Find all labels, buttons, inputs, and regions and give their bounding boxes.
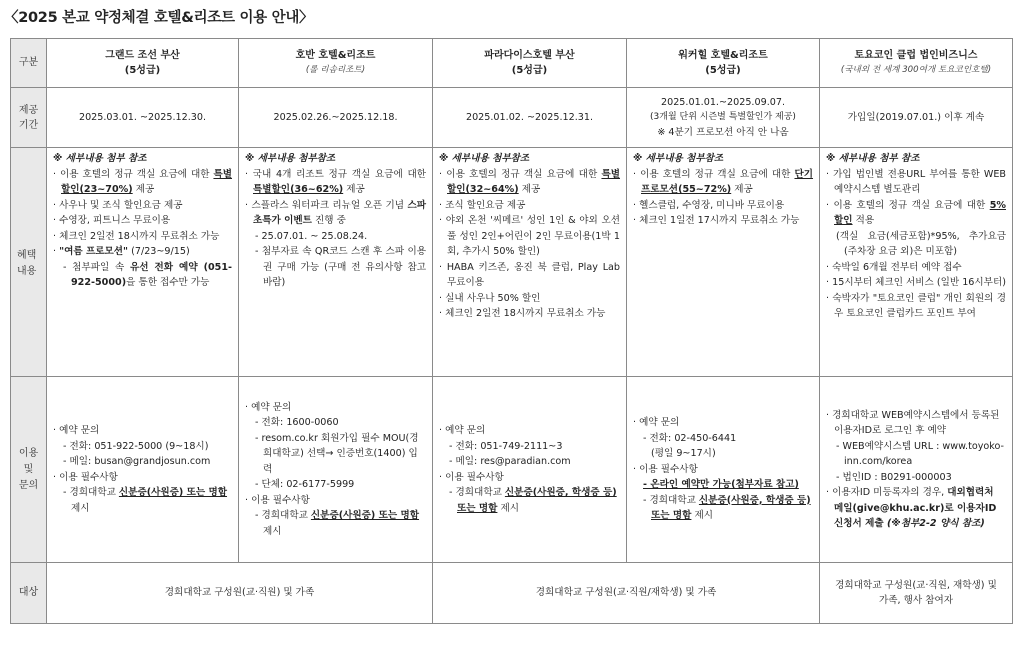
benefit-cell — [47, 148, 239, 377]
list-item: - 경희대학교 신분증(사원증, 학생증 등) 또는 명함 제시 — [449, 487, 617, 514]
contact-row — [11, 377, 1013, 563]
note: ※ 세부내용 첨부참조 — [439, 153, 530, 164]
target-cell: 경희대학교 구성원(교·직원) 및 가족 — [47, 563, 433, 624]
benefit-row — [11, 148, 1013, 377]
list-item: - 첨부파일 속 유선 전화 예약 (051-922-5000)을 통한 접수만 가능 — [63, 261, 232, 288]
list-item: · 이용 필수사항 — [439, 471, 504, 483]
col-label: 구분 — [11, 39, 47, 88]
list-item: · 이용 필수사항 — [53, 471, 118, 483]
list-item: · 이용 호텔의 정규 객실 요금에 대한 특별할인(23~70%) 제공 — [53, 168, 232, 195]
contact-cell — [433, 377, 627, 563]
hotel-grade: (5성급) — [124, 65, 161, 76]
page-title: 〈2025 본교 약정체결 호텔&리조트 이용 안내〉 — [4, 10, 314, 26]
benefit-cell — [239, 148, 433, 377]
contact-cell — [47, 377, 239, 563]
row-label-target: 대상 — [11, 563, 47, 624]
hotel-header-walkerhill — [627, 39, 820, 88]
list-item: - 메일: busan@grandjosun.com — [63, 456, 211, 467]
period-note: ※ 4분기 프로모션 아직 안 나옴 — [657, 127, 789, 138]
hotel-name: 워커힐 호텔&리조트 — [678, 49, 768, 61]
hotel-grade: (롤 리솜리조트) — [305, 65, 366, 75]
list-item: - WEB예약시스템 URL : www.toyoko-inn.com/korea — [836, 440, 1005, 467]
contact-cell — [627, 377, 820, 563]
list-item: - 전화: 051-922-5000 (9~18시) — [63, 440, 209, 452]
list-item: - 메일: res@paradian.com — [449, 456, 571, 467]
period-cell: 2025.02.26.~2025.12.18. — [239, 88, 433, 148]
benefit-list — [633, 167, 813, 229]
header-row — [11, 39, 1013, 88]
list-item: - resom.co.kr 회원가입 필수 MOU(경희대학교) 선택→ 인증번호(1400) 입력 — [255, 432, 419, 475]
row-label-period: 제공 기간 — [11, 88, 47, 148]
hotel-header-toyoko — [820, 39, 1013, 88]
list-item: - 전화: 1600-0060 — [255, 417, 339, 429]
list-item: · 이용 호텔의 정규 객실 요금에 대한 5% 할인 적용 — [826, 199, 1006, 226]
list-item: - 전화: 02-450-6441 (평일 9~17시) — [643, 432, 737, 460]
hotel-grade: (5성급) — [705, 65, 741, 76]
list-item: · 이용자ID 미등록자의 경우, 대외협력처 메일(give@khu.ac.kr)로 이용자ID 신청서 제출 (※첨부2-2 양식 참조) — [826, 487, 997, 529]
target-row — [11, 563, 1013, 624]
period-note: (3개월 단위 시즌별 특별할인가 제공) — [650, 112, 796, 122]
benefit-list — [826, 167, 1006, 322]
list-item: - 25.07.01. ~ 25.08.24. — [255, 230, 368, 242]
list-item: · 예약 문의 — [245, 401, 292, 413]
list-item: · 체크인 2일전 18시까지 무료취소 가능 — [439, 308, 606, 319]
list-item: · 가입 법인별 전용URL 부여를 통한 WEB예약시스템 별도관리 — [826, 168, 1006, 195]
list-item: · 스플라스 워터파크 리뉴얼 오픈 기념 스파 초특가 이벤트 진행 중 — [245, 199, 426, 226]
hotel-header-paradise — [433, 39, 627, 88]
note: ※ 세부내용 첨부참조 — [633, 153, 724, 164]
benefit-cell — [820, 148, 1013, 377]
list-item: (객실 요금(세금포함)*95%, 추가요금(주차장 요금 외)은 미포함) — [836, 230, 1006, 257]
note: ※ 세부내용 첨부참조 — [245, 153, 336, 164]
list-item: · 헬스클럽, 수영장, 미니바 무료이용 — [633, 199, 785, 211]
list-item: - 경희대학교 신분증(사원증) 또는 명함 제시 — [63, 487, 228, 514]
hotel-name: 토요코인 클럽 법인비즈니스 — [854, 49, 978, 61]
list-item: - 첨부자료 속 QR코드 스캔 후 스파 이용권 구매 가능 (구매 전 유의사항 참고 바람) — [255, 246, 426, 288]
list-item: - 단체: 02-6177-5999 — [255, 479, 355, 491]
contact-cell — [239, 377, 433, 563]
period-text: 2025.01.01.~2025.09.07. — [661, 97, 785, 108]
benefit-list — [53, 167, 232, 291]
hotel-name: 파라다이스호텔 부산 — [484, 49, 575, 61]
period-cell: 가입일(2019.07.01.) 이후 계속 — [820, 88, 1013, 148]
list-item: · 15시부터 체크인 서비스 (일반 16시부터) — [826, 277, 1006, 288]
list-item: · 경희대학교 WEB예약시스템에서 등록된 이용자ID로 로그인 후 예약 — [826, 409, 1000, 436]
contact-list — [245, 400, 426, 540]
target-cell: 경희대학교 구성원(교·직원/재학생) 및 가족 — [433, 563, 820, 624]
row-label-benefit: 혜택 내용 — [11, 148, 47, 377]
list-item: · 야외 온천 '씨메르' 성인 1인 & 야외 오션풀 성인 2인+어린이 2인 무료이용(1박 1회, 추가시 50% 할인) — [439, 215, 620, 257]
hotel-grade: (5성급) — [511, 65, 548, 76]
note: ※ 세부내용 첨부 참조 — [826, 153, 920, 164]
contact-list — [53, 423, 232, 516]
contact-cell — [820, 377, 1013, 563]
contact-list — [439, 423, 620, 516]
note: ※ 세부내용 첨부 참조 — [53, 153, 147, 164]
list-item: · "여름 프로모션" (7/23~9/15) — [53, 246, 190, 257]
hotel-header-hoban — [239, 39, 433, 88]
list-item: · 숙박일 6개월 전부터 예약 접수 — [826, 261, 962, 273]
list-item: · 국내 4개 리조트 정규 객실 요금에 대한 특별할인(36~62%) 제공 — [245, 168, 426, 195]
list-item: · 체크인 2일전 18시까지 무료취소 가능 — [53, 230, 220, 242]
list-item: · 이용 필수사항 — [245, 494, 310, 506]
list-item: - 경희대학교 신분증(사원증, 학생증 등) 또는 명함 제시 — [643, 494, 811, 522]
list-item: · 체크인 1일전 17시까지 무료취소 가능 — [633, 215, 800, 226]
benefit-list — [245, 167, 426, 291]
benefit-cell — [627, 148, 820, 377]
hotel-name: 그랜드 조선 부산 — [105, 49, 180, 61]
list-item: · 조식 할인요금 제공 — [439, 199, 526, 211]
row-label-contact: 이용 및 문의 — [11, 377, 47, 563]
hotel-name: 호반 호텔&리조트 — [295, 49, 376, 61]
list-item: · 예약 문의 — [439, 425, 486, 436]
hotel-info-table — [10, 38, 1013, 624]
list-item: - 전화: 051-749-2111~3 — [449, 440, 563, 452]
period-cell — [627, 88, 820, 148]
period-row — [11, 88, 1013, 148]
contact-list — [826, 408, 1006, 532]
list-item: · 사우나 및 조식 할인요금 제공 — [53, 199, 183, 211]
list-item: - 법인ID : B0291-000003 — [836, 471, 952, 483]
list-item: · HABA 키즈존, 옹진 북 클럽, Play Lab 무료이용 — [439, 261, 621, 288]
target-cell: 경희대학교 구성원(교·직원, 재학생) 및 가족, 행사 참여자 — [820, 563, 1013, 624]
list-item: · 숙박자가 "토요코인 클럽" 개인 회원의 경우 토요코인 클럽카드 포인트 부여 — [826, 292, 1006, 319]
benefit-cell — [433, 148, 627, 377]
list-item: - 경희대학교 신분증(사원증) 또는 명함 제시 — [255, 510, 420, 537]
list-item: · 이용 필수사항 — [633, 463, 698, 475]
list-item: · 수영장, 피트니스 무료이용 — [53, 215, 171, 226]
list-item: · 예약 문의 — [53, 425, 100, 436]
list-item: · 이용 호텔의 정규 객실 요금에 대한 단기 프로모션(55~72%) 제공 — [633, 168, 814, 195]
hotel-header-grand-josun — [47, 39, 239, 88]
list-item: - 온라인 예약만 가능(첨부자료 참고) — [643, 479, 799, 491]
contact-list — [633, 415, 813, 524]
hotel-grade: (국내외 전 세계 300여개 토요코인호텔) — [840, 65, 992, 75]
list-item: · 예약 문의 — [633, 417, 680, 429]
list-item: · 실내 사우나 50% 할인 — [439, 292, 541, 304]
benefit-list — [439, 167, 620, 322]
list-item: · 이용 호텔의 정규 객실 요금에 대한 특별할인(32~64%) 제공 — [439, 168, 620, 195]
period-cell: 2025.01.02. ~2025.12.31. — [433, 88, 627, 148]
period-cell: 2025.03.01. ~2025.12.30. — [47, 88, 239, 148]
